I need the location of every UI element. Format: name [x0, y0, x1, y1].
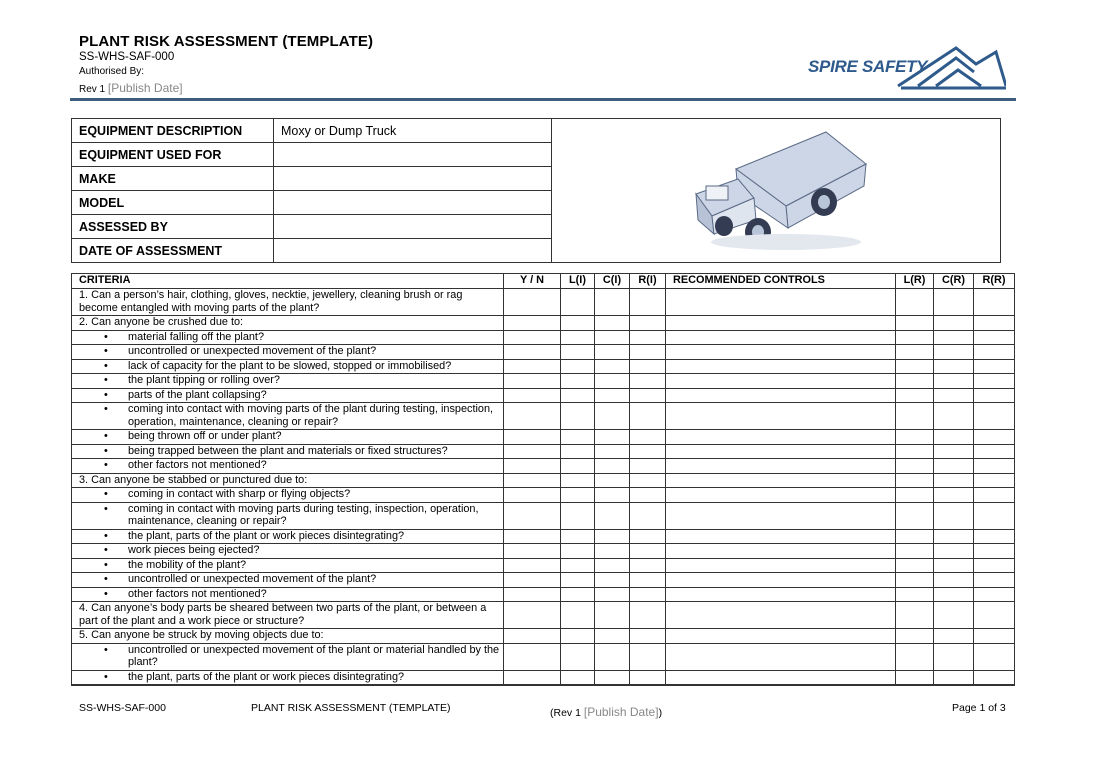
header-divider — [70, 98, 1016, 101]
equipment-label: DATE OF ASSESSMENT — [72, 239, 274, 263]
criteria-row — [72, 573, 1015, 588]
equipment-image-cell — [552, 119, 1001, 263]
risk-initial-cell[interactable] — [630, 473, 666, 488]
likelihood-initial-cell[interactable] — [561, 403, 595, 430]
criteria-row — [72, 529, 1015, 544]
criteria-subitem — [72, 670, 504, 685]
criteria-subitem — [72, 573, 504, 588]
consequence-residual-cell[interactable] — [934, 488, 974, 503]
consequence-initial-cell[interactable] — [595, 670, 630, 685]
publish-date-field[interactable]: [Publish Date] — [107, 81, 183, 95]
recommended-controls-cell[interactable] — [666, 473, 896, 488]
likelihood-residual-cell[interactable] — [896, 359, 934, 374]
likelihood-residual-cell[interactable] — [896, 330, 934, 345]
criteria-subitem — [72, 459, 504, 474]
recommended-controls-cell[interactable] — [666, 459, 896, 474]
criteria-question: 4. Can anyone’s body parts be sheared between two parts of the plant, or between a part of the plant and a work piece or structure? — [72, 602, 504, 629]
criteria-row — [72, 473, 1015, 488]
risk-initial-cell[interactable] — [630, 643, 666, 670]
consequence-initial-cell[interactable] — [595, 374, 630, 389]
recommended-controls-cell[interactable] — [666, 558, 896, 573]
risk-residual-cell[interactable] — [974, 629, 1015, 644]
criteria-row — [72, 544, 1015, 559]
consequence-residual-cell[interactable] — [934, 359, 974, 374]
criteria-row — [72, 374, 1015, 389]
likelihood-initial-cell[interactable] — [561, 488, 595, 503]
criteria-question: 1. Can a person’s hair, clothing, gloves, necktie, jewellery, cleaning brush or rag become entangled with moving parts of the plant? — [72, 289, 504, 316]
consequence-initial-cell[interactable] — [595, 359, 630, 374]
recommended-controls-cell[interactable] — [666, 544, 896, 559]
dump-truck-illustration — [676, 124, 876, 254]
criteria-question: 2. Can anyone be crushed due to: — [72, 316, 504, 331]
document-title: PLANT RISK ASSESSMENT (TEMPLATE) — [79, 33, 374, 50]
criteria-row — [72, 289, 1015, 316]
likelihood-initial-cell[interactable] — [561, 473, 595, 488]
yes-no-cell[interactable] — [504, 374, 561, 389]
risk-residual-cell[interactable] — [974, 573, 1015, 588]
criteria-question: 3. Can anyone be stabbed or punctured due to: — [72, 473, 504, 488]
criteria-row — [72, 388, 1015, 403]
consequence-initial-cell[interactable] — [595, 587, 630, 602]
likelihood-residual-cell[interactable] — [896, 430, 934, 445]
equipment-value[interactable] — [274, 191, 552, 215]
criteria-text: • parts of the plant collapsing? — [128, 388, 267, 401]
consequence-residual-cell[interactable] — [934, 459, 974, 474]
equipment-label: EQUIPMENT DESCRIPTION — [72, 119, 274, 143]
yes-no-cell[interactable] — [504, 558, 561, 573]
criteria-text: • uncontrolled or unexpected movement of the plant or material handled by the plant? — [128, 643, 500, 668]
likelihood-residual-cell[interactable] — [896, 558, 934, 573]
criteria-subitem — [72, 558, 504, 573]
criteria-text: • uncontrolled or unexpected movement of the plant? — [128, 573, 377, 585]
risk-residual-cell[interactable] — [974, 502, 1015, 529]
risk-residual-cell[interactable] — [974, 587, 1015, 602]
consequence-initial-cell[interactable] — [595, 345, 630, 360]
consequence-initial-cell[interactable] — [595, 573, 630, 588]
risk-initial-cell[interactable] — [630, 403, 666, 430]
equipment-value[interactable] — [274, 215, 552, 239]
yes-no-cell[interactable] — [504, 430, 561, 445]
company-logo — [806, 42, 1006, 92]
risk-initial-cell[interactable] — [630, 388, 666, 403]
yes-no-cell[interactable] — [504, 459, 561, 474]
criteria-row — [72, 430, 1015, 445]
likelihood-initial-cell[interactable] — [561, 459, 595, 474]
risk-initial-cell[interactable] — [630, 573, 666, 588]
criteria-row — [72, 330, 1015, 345]
criteria-text: • other factors not mentioned? — [128, 459, 267, 471]
likelihood-initial-cell[interactable] — [561, 529, 595, 544]
yes-no-cell[interactable] — [504, 289, 561, 316]
likelihood-residual-cell[interactable] — [896, 374, 934, 389]
likelihood-initial-cell[interactable] — [561, 430, 595, 445]
recommended-controls-cell[interactable] — [666, 388, 896, 403]
likelihood-initial-cell[interactable] — [561, 573, 595, 588]
risk-initial-cell[interactable] — [630, 602, 666, 629]
equipment-value[interactable] — [274, 239, 552, 263]
criteria-subitem — [72, 359, 504, 374]
likelihood-initial-cell[interactable] — [561, 629, 595, 644]
yes-no-cell[interactable] — [504, 670, 561, 685]
risk-residual-cell[interactable] — [974, 488, 1015, 503]
footer-doc-code: SS-WHS-SAF-000 — [79, 702, 166, 714]
yes-no-cell[interactable] — [504, 602, 561, 629]
criteria-text: • coming in contact with moving parts during testing, inspection, operation, maintenance, cleaning or repair? — [128, 502, 479, 527]
risk-initial-cell[interactable] — [630, 529, 666, 544]
risk-initial-cell[interactable] — [630, 316, 666, 331]
footer-publish-date: [Publish Date] — [583, 705, 659, 719]
criteria-row — [72, 629, 1015, 644]
criteria-text: • material falling off the plant? — [128, 330, 265, 343]
consequence-initial-cell[interactable] — [595, 629, 630, 644]
likelihood-residual-cell[interactable] — [896, 670, 934, 685]
consequence-residual-cell[interactable] — [934, 544, 974, 559]
risk-residual-cell[interactable] — [974, 544, 1015, 559]
criteria-subitem — [72, 345, 504, 360]
consequence-residual-cell[interactable] — [934, 345, 974, 360]
consequence-initial-header: C(I) — [595, 274, 630, 289]
yes-no-cell[interactable] — [504, 444, 561, 459]
yes-no-cell[interactable] — [504, 388, 561, 403]
footer-rev-close: ) — [658, 707, 663, 719]
yes-no-cell[interactable] — [504, 330, 561, 345]
risk-residual-cell[interactable] — [974, 558, 1015, 573]
recommended-controls-cell[interactable] — [666, 587, 896, 602]
consequence-initial-cell[interactable] — [595, 289, 630, 316]
consequence-initial-cell[interactable] — [595, 459, 630, 474]
criteria-text: • lack of capacity for the plant to be slowed, stopped or immobilised? — [128, 359, 452, 372]
likelihood-initial-cell[interactable] — [561, 444, 595, 459]
logo-text: SPIRE SAFETY — [808, 57, 928, 76]
criteria-text: • the mobility of the plant? — [128, 558, 247, 571]
consequence-residual-cell[interactable] — [934, 502, 974, 529]
footer-page-number: Page 1 of 3 — [952, 702, 1006, 714]
consequence-initial-cell[interactable] — [595, 544, 630, 559]
criteria-row — [72, 316, 1015, 331]
recommended-controls-cell[interactable] — [666, 643, 896, 670]
criteria-row — [72, 670, 1015, 685]
likelihood-initial-cell[interactable] — [561, 587, 595, 602]
equipment-label: ASSESSED BY — [72, 215, 274, 239]
criteria-text: • the plant, parts of the plant or work pieces disintegrating? — [128, 529, 405, 542]
criteria-subitem — [72, 330, 504, 345]
criteria-row — [72, 587, 1015, 602]
risk-initial-cell[interactable] — [630, 488, 666, 503]
recommended-controls-cell[interactable] — [666, 502, 896, 529]
yes-no-cell[interactable] — [504, 544, 561, 559]
criteria-text: • work pieces being ejected? — [128, 544, 260, 556]
criteria-row — [72, 488, 1015, 503]
document-code: SS-WHS-SAF-000 — [79, 51, 175, 63]
criteria-subitem — [72, 529, 504, 544]
consequence-residual-cell[interactable] — [934, 529, 974, 544]
recommended-controls-cell[interactable] — [666, 430, 896, 445]
consequence-residual-cell[interactable] — [934, 643, 974, 670]
likelihood-initial-header: L(I) — [561, 274, 595, 289]
footer-revision — [550, 705, 662, 719]
criteria-subitem — [72, 374, 504, 389]
criteria-subitem — [72, 502, 504, 529]
revision-line — [79, 81, 373, 95]
recommended-controls-cell[interactable] — [666, 444, 896, 459]
yes-no-cell[interactable] — [504, 587, 561, 602]
likelihood-initial-cell[interactable] — [561, 544, 595, 559]
consequence-residual-cell[interactable] — [934, 374, 974, 389]
risk-residual-cell[interactable] — [974, 330, 1015, 345]
consequence-residual-cell[interactable] — [934, 388, 974, 403]
criteria-table — [71, 273, 1015, 686]
consequence-residual-cell[interactable] — [934, 403, 974, 430]
criteria-header-row — [72, 274, 1015, 289]
criteria-text: • coming into contact with moving parts of the plant during testing, inspection, operation, maintenance, cleaning or repair? — [128, 403, 494, 428]
likelihood-residual-cell[interactable] — [896, 587, 934, 602]
criteria-row — [72, 602, 1015, 629]
revision-label: Rev 1 — [79, 84, 106, 95]
likelihood-initial-cell[interactable] — [561, 316, 595, 331]
risk-residual-cell[interactable] — [974, 473, 1015, 488]
criteria-subitem — [72, 643, 504, 670]
risk-initial-cell[interactable] — [630, 374, 666, 389]
criteria-subitem — [72, 444, 504, 459]
likelihood-residual-cell[interactable] — [896, 629, 934, 644]
criteria-question: 5. Can anyone be struck by moving objects due to: — [72, 629, 504, 644]
consequence-initial-cell[interactable] — [595, 558, 630, 573]
equipment-row — [72, 119, 1001, 143]
recommended-controls-cell[interactable] — [666, 602, 896, 629]
criteria-row — [72, 444, 1015, 459]
yes-no-cell[interactable] — [504, 403, 561, 430]
risk-residual-cell[interactable] — [974, 529, 1015, 544]
recommended-controls-cell[interactable] — [666, 316, 896, 331]
criteria-row — [72, 403, 1015, 430]
recommended-controls-cell[interactable] — [666, 330, 896, 345]
criteria-text: • the plant tipping or rolling over? — [128, 374, 280, 386]
criteria-row — [72, 558, 1015, 573]
risk-residual-cell[interactable] — [974, 430, 1015, 445]
consequence-residual-cell[interactable] — [934, 670, 974, 685]
equipment-label: EQUIPMENT USED FOR — [72, 143, 274, 167]
likelihood-residual-cell[interactable] — [896, 544, 934, 559]
risk-initial-cell[interactable] — [630, 558, 666, 573]
likelihood-initial-cell[interactable] — [561, 330, 595, 345]
criteria-subitem — [72, 488, 504, 503]
criteria-text: • coming in contact with sharp or flying objects? — [128, 488, 351, 500]
equipment-label: MODEL — [72, 191, 274, 215]
risk-residual-cell[interactable] — [974, 444, 1015, 459]
yes-no-cell[interactable] — [504, 629, 561, 644]
document-header — [79, 33, 373, 95]
consequence-initial-cell[interactable] — [595, 330, 630, 345]
consequence-residual-cell[interactable] — [934, 316, 974, 331]
authorised-by-label: Authorised By: — [79, 66, 145, 77]
yes-no-cell[interactable] — [504, 359, 561, 374]
recommended-controls-cell[interactable] — [666, 289, 896, 316]
risk-initial-header: R(I) — [630, 274, 666, 289]
likelihood-initial-cell[interactable] — [561, 388, 595, 403]
consequence-initial-cell[interactable] — [595, 430, 630, 445]
consequence-initial-cell[interactable] — [595, 473, 630, 488]
likelihood-initial-cell[interactable] — [561, 374, 595, 389]
likelihood-residual-cell[interactable] — [896, 602, 934, 629]
footer-rev-open: (Rev 1 — [550, 707, 581, 719]
consequence-initial-cell[interactable] — [595, 316, 630, 331]
consequence-initial-cell[interactable] — [595, 388, 630, 403]
yes-no-cell[interactable] — [504, 529, 561, 544]
likelihood-residual-cell[interactable] — [896, 573, 934, 588]
risk-residual-cell[interactable] — [974, 359, 1015, 374]
likelihood-residual-cell[interactable] — [896, 459, 934, 474]
likelihood-residual-cell[interactable] — [896, 388, 934, 403]
equipment-value[interactable]: Moxy or Dump Truck — [274, 119, 552, 143]
equipment-value[interactable] — [274, 143, 552, 167]
criteria-row — [72, 359, 1015, 374]
likelihood-initial-cell[interactable] — [561, 602, 595, 629]
criteria-text: • other factors not mentioned? — [128, 587, 267, 600]
consequence-residual-cell[interactable] — [934, 602, 974, 629]
yes-no-cell[interactable] — [504, 488, 561, 503]
yes-no-cell[interactable] — [504, 345, 561, 360]
likelihood-initial-cell[interactable] — [561, 558, 595, 573]
consequence-initial-cell[interactable] — [595, 502, 630, 529]
recommended-controls-cell[interactable] — [666, 403, 896, 430]
risk-residual-header: R(R) — [974, 274, 1015, 289]
likelihood-residual-header: L(R) — [896, 274, 934, 289]
recommended-controls-cell[interactable] — [666, 670, 896, 685]
risk-initial-cell[interactable] — [630, 330, 666, 345]
likelihood-initial-cell[interactable] — [561, 345, 595, 360]
yes-no-cell[interactable] — [504, 643, 561, 670]
consequence-initial-cell[interactable] — [595, 602, 630, 629]
consequence-initial-cell[interactable] — [595, 403, 630, 430]
recommended-controls-cell[interactable] — [666, 488, 896, 503]
recommended-controls-cell[interactable] — [666, 345, 896, 360]
likelihood-residual-cell[interactable] — [896, 643, 934, 670]
consequence-initial-cell[interactable] — [595, 643, 630, 670]
criteria-column-header: CRITERIA — [72, 274, 504, 289]
recommended-controls-cell[interactable] — [666, 629, 896, 644]
criteria-row — [72, 345, 1015, 360]
risk-initial-cell[interactable] — [630, 670, 666, 685]
likelihood-residual-cell[interactable] — [896, 502, 934, 529]
consequence-residual-cell[interactable] — [934, 587, 974, 602]
equipment-value[interactable] — [274, 167, 552, 191]
risk-initial-cell[interactable] — [630, 289, 666, 316]
consequence-residual-cell[interactable] — [934, 473, 974, 488]
consequence-residual-cell[interactable] — [934, 330, 974, 345]
criteria-text: • being trapped between the plant and materials or fixed structures? — [128, 444, 448, 457]
likelihood-initial-cell[interactable] — [561, 289, 595, 316]
yes-no-cell[interactable] — [504, 316, 561, 331]
risk-residual-cell[interactable] — [974, 388, 1015, 403]
risk-residual-cell[interactable] — [974, 670, 1015, 685]
likelihood-residual-cell[interactable] — [896, 316, 934, 331]
recommended-controls-cell[interactable] — [666, 529, 896, 544]
criteria-row — [72, 502, 1015, 529]
likelihood-residual-cell[interactable] — [896, 403, 934, 430]
criteria-subitem — [72, 544, 504, 559]
risk-initial-cell[interactable] — [630, 444, 666, 459]
mountain-logo-icon — [806, 42, 1006, 92]
recommended-controls-cell[interactable] — [666, 359, 896, 374]
risk-residual-cell[interactable] — [974, 459, 1015, 474]
likelihood-residual-cell[interactable] — [896, 345, 934, 360]
likelihood-residual-cell[interactable] — [896, 473, 934, 488]
risk-residual-cell[interactable] — [974, 403, 1015, 430]
recommended-controls-header: RECOMMENDED CONTROLS — [666, 274, 896, 289]
yes-no-column-header: Y / N — [504, 274, 561, 289]
consequence-residual-cell[interactable] — [934, 629, 974, 644]
criteria-subitem — [72, 403, 504, 430]
likelihood-residual-cell[interactable] — [896, 529, 934, 544]
equipment-label: MAKE — [72, 167, 274, 191]
likelihood-residual-cell[interactable] — [896, 488, 934, 503]
likelihood-initial-cell[interactable] — [561, 670, 595, 685]
likelihood-initial-cell[interactable] — [561, 502, 595, 529]
criteria-subitem — [72, 587, 504, 602]
risk-residual-cell[interactable] — [974, 643, 1015, 670]
likelihood-residual-cell[interactable] — [896, 289, 934, 316]
likelihood-residual-cell[interactable] — [896, 444, 934, 459]
consequence-initial-cell[interactable] — [595, 529, 630, 544]
risk-residual-cell[interactable] — [974, 374, 1015, 389]
risk-residual-cell[interactable] — [974, 289, 1015, 316]
consequence-residual-cell[interactable] — [934, 573, 974, 588]
likelihood-initial-cell[interactable] — [561, 359, 595, 374]
risk-initial-cell[interactable] — [630, 459, 666, 474]
likelihood-initial-cell[interactable] — [561, 643, 595, 670]
yes-no-cell[interactable] — [504, 473, 561, 488]
risk-residual-cell[interactable] — [974, 345, 1015, 360]
yes-no-cell[interactable] — [504, 573, 561, 588]
equipment-table — [71, 118, 1001, 263]
recommended-controls-cell[interactable] — [666, 573, 896, 588]
consequence-residual-header: C(R) — [934, 274, 974, 289]
risk-initial-cell[interactable] — [630, 587, 666, 602]
risk-initial-cell[interactable] — [630, 359, 666, 374]
risk-initial-cell[interactable] — [630, 502, 666, 529]
consequence-residual-cell[interactable] — [934, 444, 974, 459]
consequence-residual-cell[interactable] — [934, 289, 974, 316]
risk-initial-cell[interactable] — [630, 430, 666, 445]
criteria-subitem — [72, 388, 504, 403]
consequence-residual-cell[interactable] — [934, 430, 974, 445]
consequence-initial-cell[interactable] — [595, 488, 630, 503]
consequence-residual-cell[interactable] — [934, 558, 974, 573]
criteria-text: • being thrown off or under plant? — [128, 430, 282, 442]
risk-initial-cell[interactable] — [630, 345, 666, 360]
criteria-subitem — [72, 430, 504, 445]
risk-residual-cell[interactable] — [974, 316, 1015, 331]
recommended-controls-cell[interactable] — [666, 374, 896, 389]
yes-no-cell[interactable] — [504, 502, 561, 529]
footer-title: PLANT RISK ASSESSMENT (TEMPLATE) — [251, 702, 451, 714]
criteria-row — [72, 459, 1015, 474]
criteria-text: • the plant, parts of the plant or work pieces disintegrating? — [128, 670, 405, 683]
criteria-text: • uncontrolled or unexpected movement of the plant? — [128, 345, 377, 357]
risk-initial-cell[interactable] — [630, 544, 666, 559]
risk-residual-cell[interactable] — [974, 602, 1015, 629]
risk-initial-cell[interactable] — [630, 629, 666, 644]
consequence-initial-cell[interactable] — [595, 444, 630, 459]
criteria-row — [72, 643, 1015, 670]
